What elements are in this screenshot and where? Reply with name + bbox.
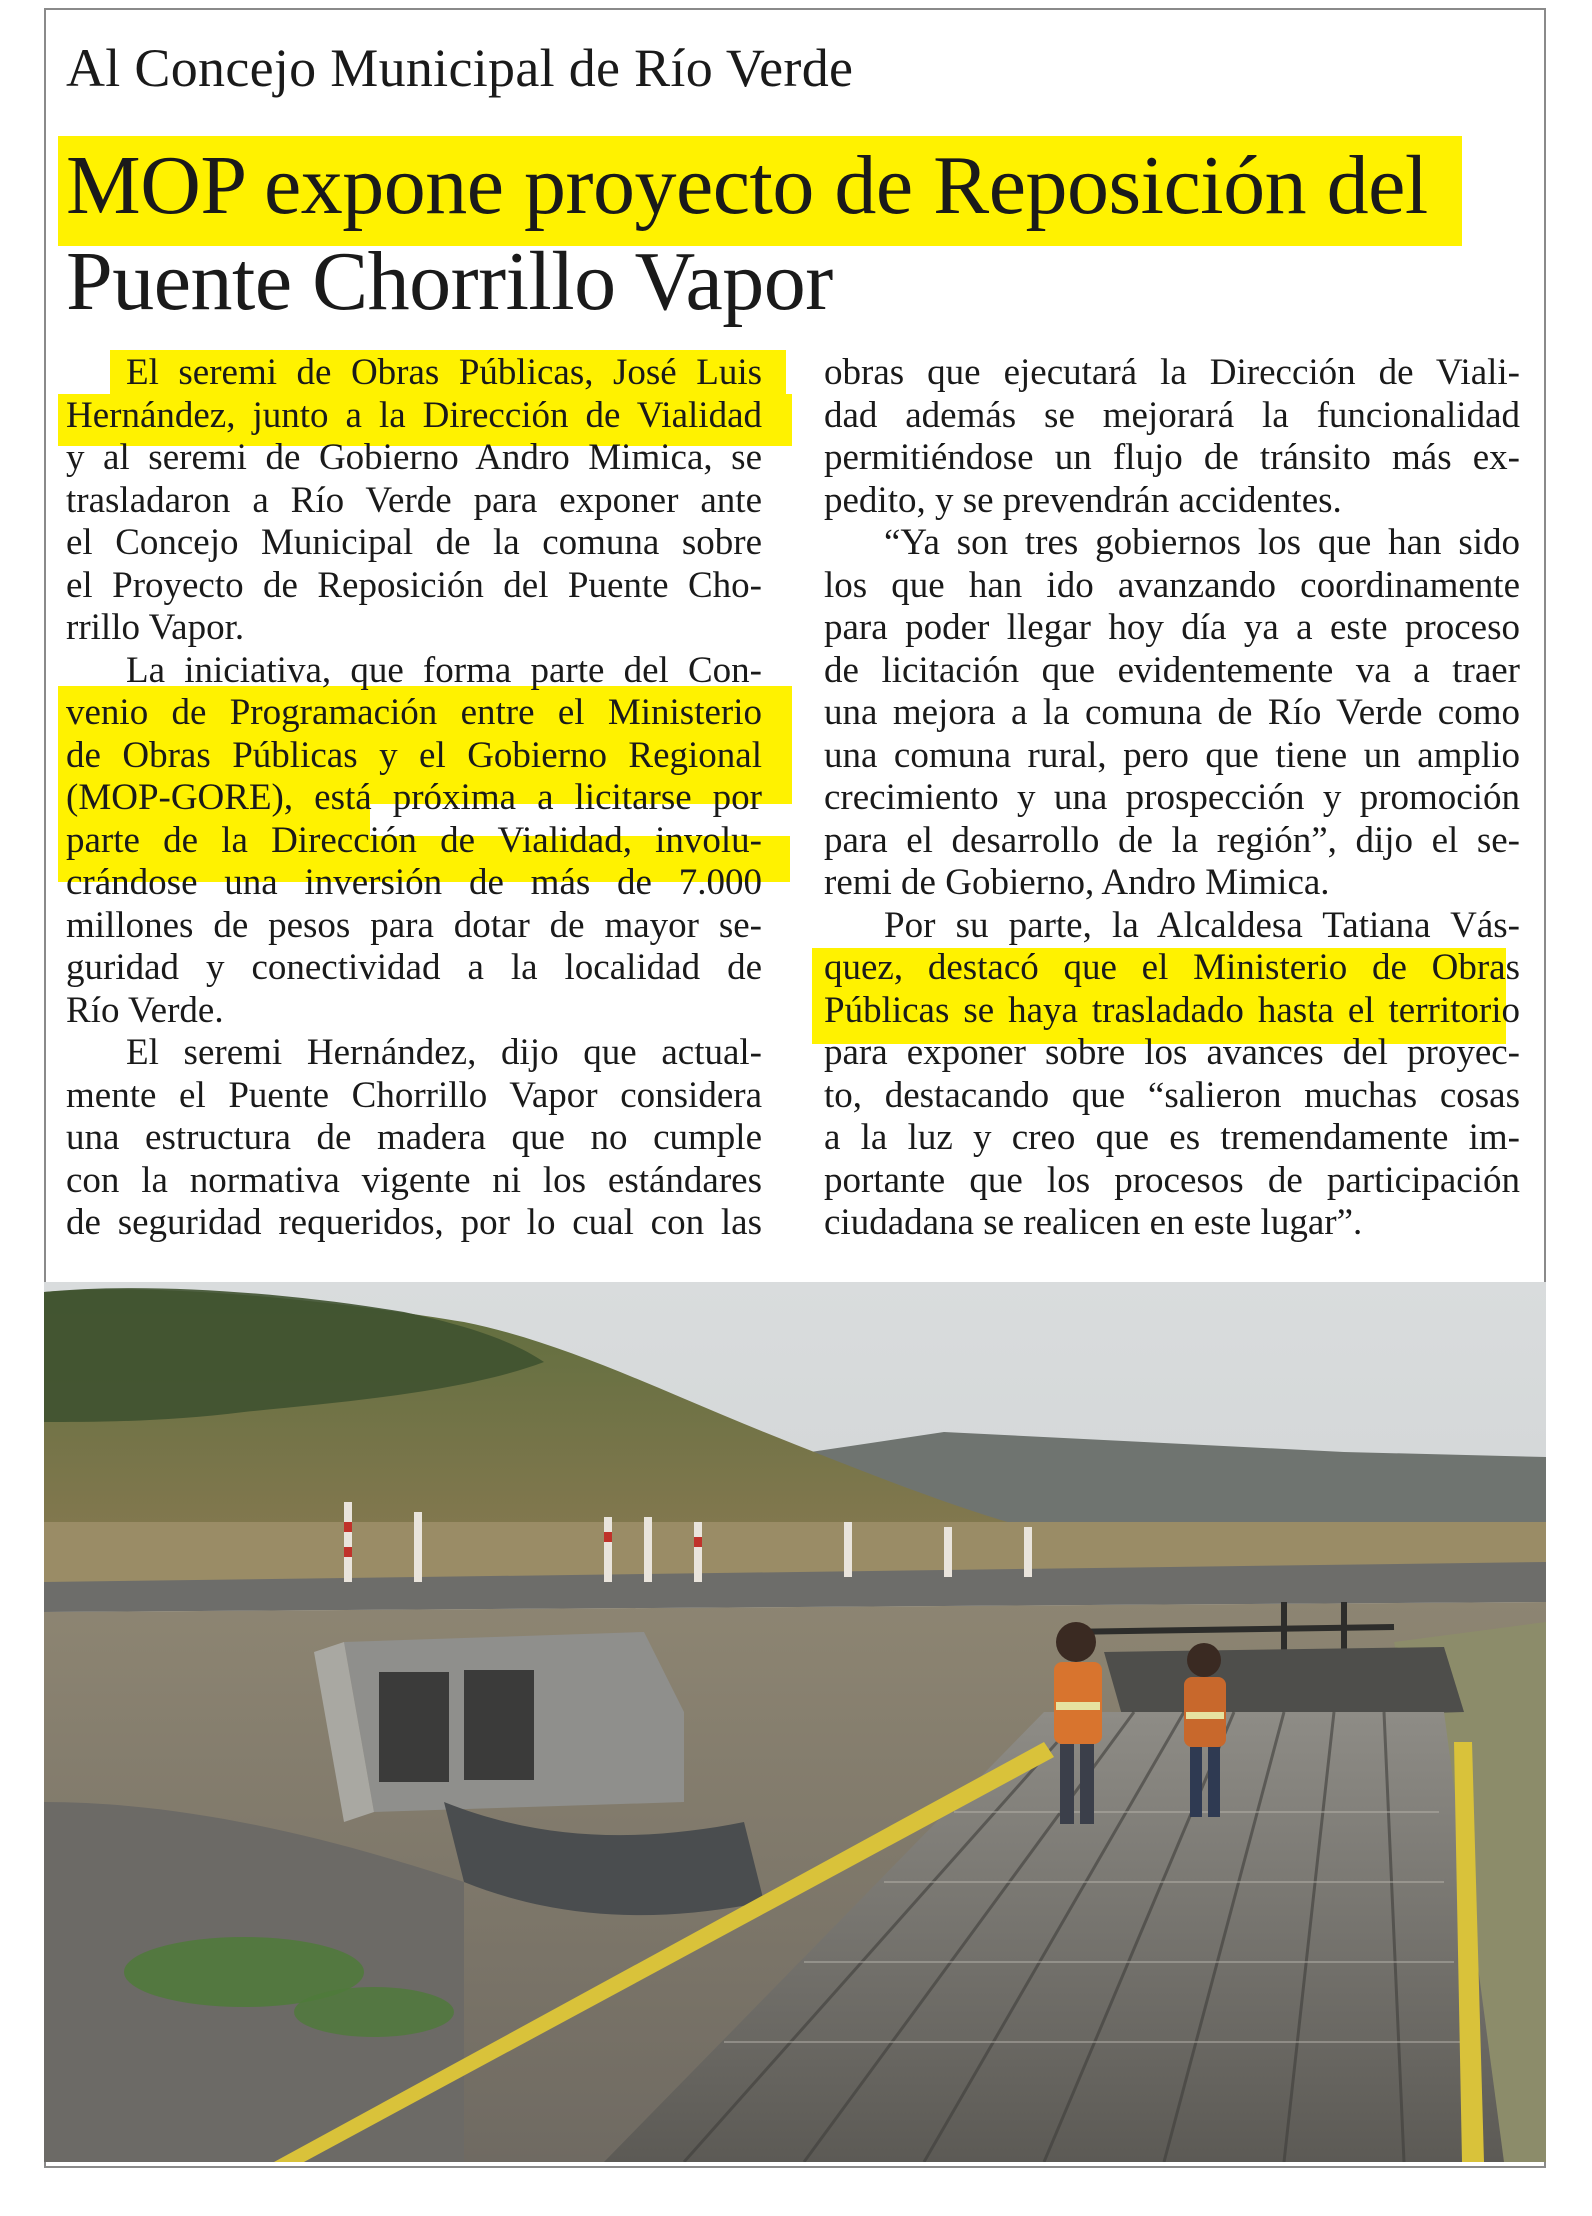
body-line: los que han ido avanzando coordinamente xyxy=(824,564,1520,606)
body-line: una estructura de madera que no cumple xyxy=(66,1117,762,1158)
body-line: El seremi Hernández, dijo que actual- xyxy=(126,1032,762,1073)
body-column-left xyxy=(66,352,762,1245)
body-line: “Ya son tres gobiernos los que han sido xyxy=(884,522,1520,563)
body-line: obras que ejecutará la Dirección de Viali- xyxy=(824,352,1520,393)
body-line: La iniciativa, que forma parte del Con- xyxy=(126,649,762,691)
body-column-right xyxy=(824,352,1520,1245)
body-line: el Proyecto de Reposición del Puente Cho- xyxy=(66,564,762,606)
body-line: para exponer sobre los avances del proyec- xyxy=(824,1032,1520,1073)
body-line: guridad y conectividad a la localidad de xyxy=(66,947,762,988)
body-line: ciudadana se realicen en este lugar”. xyxy=(824,1202,1363,1243)
article-photo xyxy=(44,1282,1546,2162)
body-line: Hernández, junto a la Dirección de Vialidad xyxy=(66,394,762,436)
body-line: y al seremi de Gobierno Andro Mimica, se xyxy=(66,437,762,478)
body-line: de licitación que evidentemente va a traer xyxy=(824,649,1520,691)
body-line: Públicas se haya trasladado hasta el territorio xyxy=(824,989,1520,1031)
body-line: venio de Programación entre el Ministerio xyxy=(66,692,762,733)
body-line: para poder llegar hoy día ya a este proceso xyxy=(824,607,1520,648)
body-line: portante que los procesos de participación xyxy=(824,1159,1520,1201)
body-line: pedito, y se prevendrán accidentes. xyxy=(824,479,1342,521)
body-line: crecimiento y una prospección y promoción xyxy=(824,777,1520,818)
body-line: a la luz y creo que es tremendamente im- xyxy=(824,1117,1520,1158)
body-line: de Obras Públicas y el Gobierno Regional xyxy=(66,734,762,776)
body-line: to, destacando que “salieron muchas cosas xyxy=(824,1074,1520,1116)
headline xyxy=(66,138,1506,330)
body-line: con la normativa vigente ni los estándares xyxy=(66,1159,762,1201)
body-line: crándose una inversión de más de 7.000 xyxy=(66,862,762,903)
body-line: para el desarrollo de la región”, dijo el se- xyxy=(824,819,1520,861)
body-line: Río Verde. xyxy=(66,989,224,1031)
bridge-photo-illustration xyxy=(44,1282,1546,2162)
body-line: remi de Gobierno, Andro Mimica. xyxy=(824,862,1330,903)
body-line: (MOP-GORE), está próxima a licitarse por xyxy=(66,777,762,818)
article-kicker: Al Concejo Municipal de Río Verde xyxy=(66,38,854,98)
body-line: dad además se mejorará la funcionalidad xyxy=(824,394,1520,436)
body-line: una mejora a la comuna de Río Verde como xyxy=(824,692,1520,733)
body-line: rrillo Vapor. xyxy=(66,607,245,648)
body-line: una comuna rural, pero que tiene un amplio xyxy=(824,734,1520,776)
headline-line-1: MOP expone proyecto de Reposición del xyxy=(66,139,1428,232)
body-line: de seguridad requeridos, por lo cual con las xyxy=(66,1202,762,1243)
body-line: Por su parte, la Alcaldesa Tatiana Vás- xyxy=(884,904,1520,946)
body-line: parte de la Dirección de Vialidad, involu- xyxy=(66,819,762,861)
body-line: permitiéndose un flujo de tránsito más ex- xyxy=(824,437,1520,478)
body-line: mente el Puente Chorrillo Vapor considera xyxy=(66,1074,762,1116)
body-line: el Concejo Municipal de la comuna sobre xyxy=(66,522,762,563)
body-line: trasladaron a Río Verde para exponer ante xyxy=(66,479,762,521)
body-line: El seremi de Obras Públicas, José Luis xyxy=(126,352,762,393)
headline-line-2: Puente Chorrillo Vapor xyxy=(66,235,833,328)
body-line: millones de pesos para dotar de mayor se- xyxy=(66,904,762,946)
body-line: quez, destacó que el Ministerio de Obras xyxy=(824,947,1520,988)
